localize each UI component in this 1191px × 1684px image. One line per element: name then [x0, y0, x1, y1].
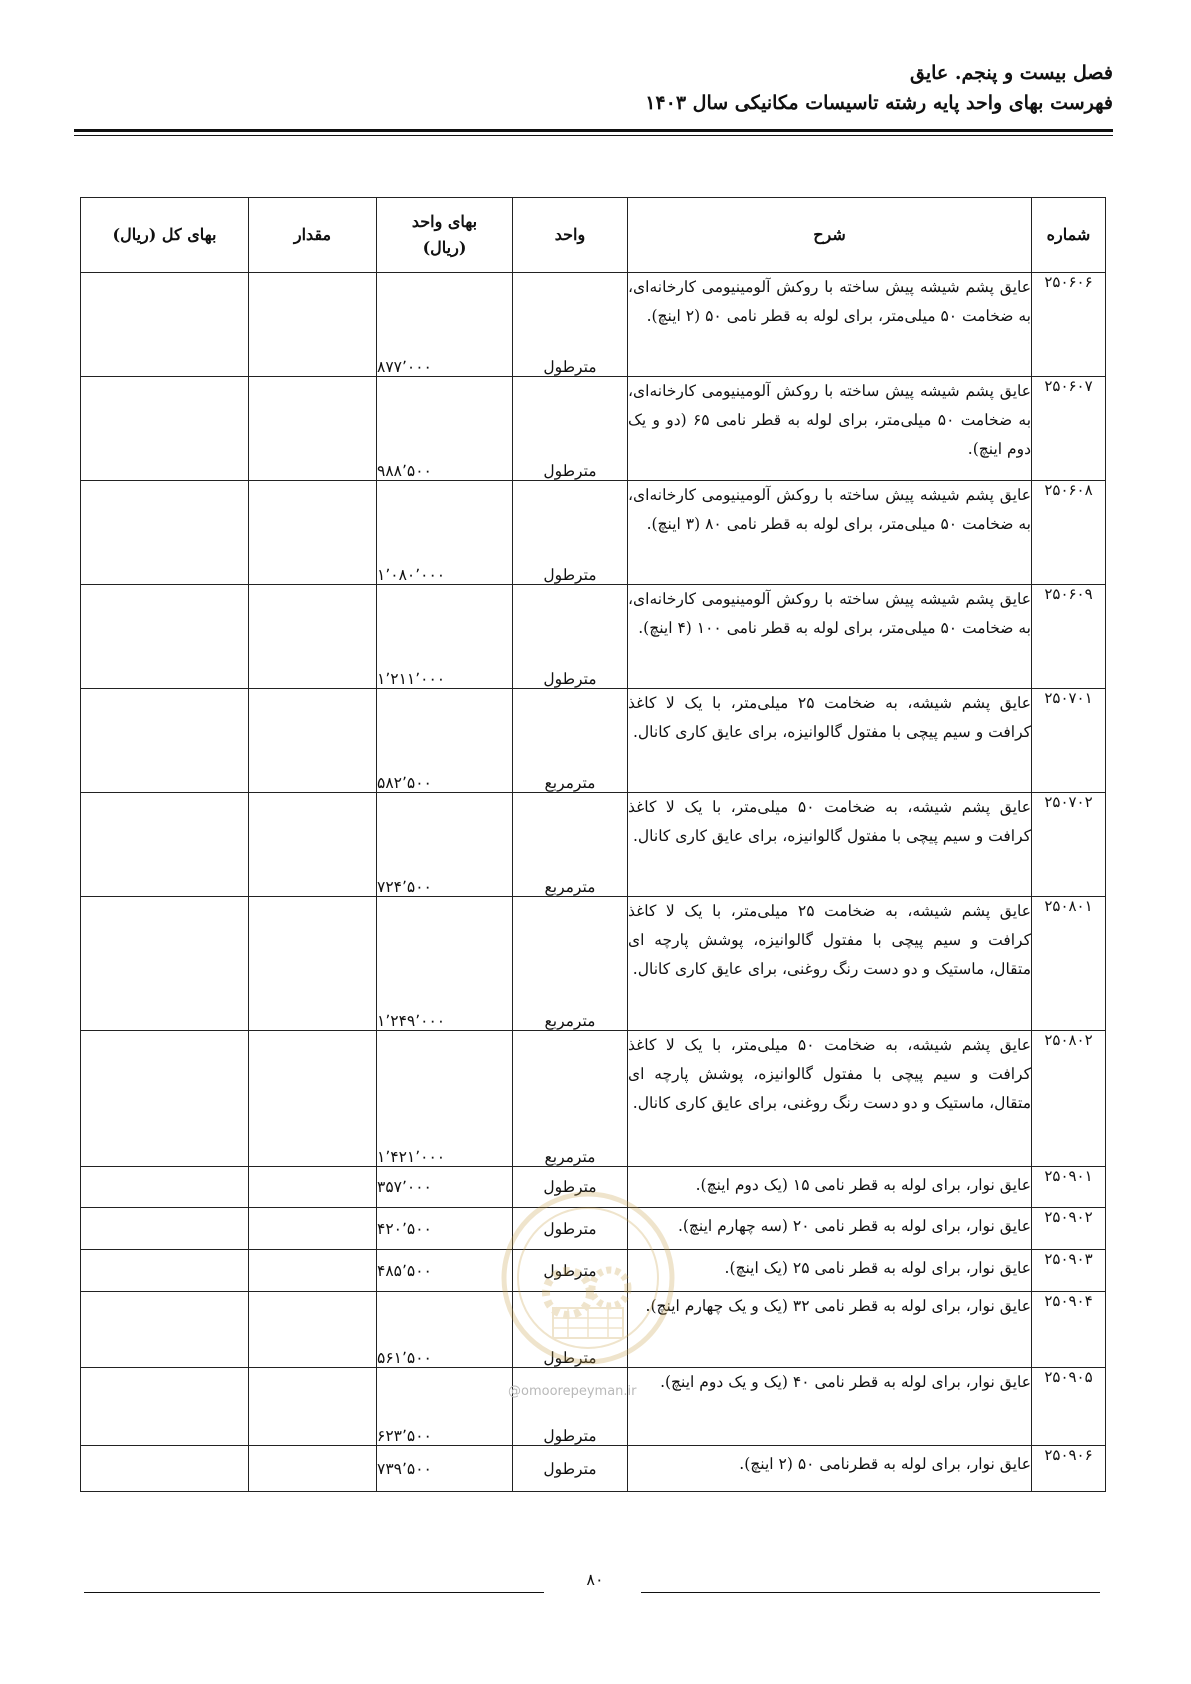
item-unit: مترطول	[513, 585, 628, 689]
item-total-price	[81, 1208, 249, 1250]
header-number: شماره	[1032, 198, 1106, 273]
item-quantity	[249, 1167, 377, 1208]
item-description: عایق نوار، برای لوله به قطر نامی ۱۵ (یک دوم اینچ).	[628, 1167, 1032, 1208]
item-description: عایق پشم شیشه پیش ساخته با روکش آلومینیومی کارخانه‌ای، به ضخامت ۵۰ میلی‌متر، برای لوله به قطر نامی ۶۵ (دو و یک دوم اینچ).	[628, 377, 1032, 481]
item-number: ۲۵۰۹۰۱	[1032, 1167, 1106, 1208]
item-total-price	[81, 793, 249, 897]
item-total-price	[81, 1368, 249, 1446]
footer-rule-left	[84, 1592, 544, 1593]
item-quantity	[249, 689, 377, 793]
item-quantity	[249, 793, 377, 897]
table-header-row	[81, 198, 1106, 273]
item-total-price	[81, 1167, 249, 1208]
item-total-price	[81, 1250, 249, 1292]
table-row	[81, 377, 1106, 481]
item-quantity	[249, 897, 377, 1031]
item-unit: مترمربع	[513, 689, 628, 793]
item-number: ۲۵۰۶۰۸	[1032, 481, 1106, 585]
item-number: ۲۵۰۸۰۱	[1032, 897, 1106, 1031]
item-quantity	[249, 273, 377, 377]
table-row	[81, 793, 1106, 897]
item-quantity	[249, 1031, 377, 1167]
table-row	[81, 1446, 1106, 1492]
item-unit-price: ۷۲۴٬۵۰۰	[377, 793, 513, 897]
item-unit-price: ۴۲۰٬۵۰۰	[377, 1208, 513, 1250]
item-description: عایق نوار، برای لوله به قطر نامی ۲۰ (سه چهارم اینچ).	[628, 1208, 1032, 1250]
item-unit: مترمربع	[513, 897, 628, 1031]
header-unit: واحد	[513, 198, 628, 273]
item-description: عایق نوار، برای لوله به قطر نامی ۳۲ (یک و یک چهارم اینچ).	[628, 1292, 1032, 1368]
header-unit-price	[377, 198, 513, 273]
item-unit-price: ۱٬۲۱۱٬۰۰۰	[377, 585, 513, 689]
item-description: عایق پشم شیشه پیش ساخته با روکش آلومینیومی کارخانه‌ای، به ضخامت ۵۰ میلی‌متر، برای لوله به قطر نامی ۱۰۰ (۴ اینچ).	[628, 585, 1032, 689]
item-quantity	[249, 1208, 377, 1250]
item-number: ۲۵۰۹۰۲	[1032, 1208, 1106, 1250]
item-description: عایق پشم شیشه پیش ساخته با روکش آلومینیومی کارخانه‌ای، به ضخامت ۵۰ میلی‌متر، برای لوله به قطر نامی ۸۰ (۳ اینچ).	[628, 481, 1032, 585]
table-row	[81, 481, 1106, 585]
item-total-price	[81, 481, 249, 585]
item-unit-price: ۹۸۸٬۵۰۰	[377, 377, 513, 481]
item-quantity	[249, 1446, 377, 1492]
item-unit: مترطول	[513, 1250, 628, 1292]
header-rule-thin	[74, 135, 1113, 136]
item-unit: مترطول	[513, 481, 628, 585]
item-description: عایق پشم شیشه، به ضخامت ۵۰ میلی‌متر، با یک لا کاغذ کرافت و سیم پیچی با مفتول گالوانیزه، برای عایق کاری کانال.	[628, 793, 1032, 897]
item-total-price	[81, 377, 249, 481]
item-unit-price: ۴۸۵٬۵۰۰	[377, 1250, 513, 1292]
item-description: عایق پشم شیشه، به ضخامت ۵۰ میلی‌متر، با یک لا کاغذ کرافت و سیم پیچی با مفتول گالوانیزه، پوشش پارچه ای متقال، ماستیک و دو دست رنگ روغنی، برای عایق کاری کانال.	[628, 1031, 1032, 1167]
item-unit-price: ۷۳۹٬۵۰۰	[377, 1446, 513, 1492]
header-quantity: مقدار	[249, 198, 377, 273]
item-quantity	[249, 1250, 377, 1292]
item-description: عایق نوار، برای لوله به قطرنامی ۵۰ (۲ اینچ).	[628, 1446, 1032, 1492]
table-row	[81, 273, 1106, 377]
item-unit-price: ۱٬۴۲۱٬۰۰۰	[377, 1031, 513, 1167]
item-unit: مترطول	[513, 1368, 628, 1446]
header-rule-thick	[74, 129, 1113, 132]
item-number: ۲۵۰۹۰۳	[1032, 1250, 1106, 1292]
item-number: ۲۵۰۸۰۲	[1032, 1031, 1106, 1167]
item-quantity	[249, 481, 377, 585]
footer-rule-right	[641, 1592, 1100, 1593]
item-total-price	[81, 1031, 249, 1167]
header-description: شرح	[628, 198, 1032, 273]
item-description: عایق نوار، برای لوله به قطر نامی ۲۵ (یک اینچ).	[628, 1250, 1032, 1292]
item-unit-price: ۱٬۲۴۹٬۰۰۰	[377, 897, 513, 1031]
item-number: ۲۵۰۷۰۲	[1032, 793, 1106, 897]
item-quantity	[249, 585, 377, 689]
item-quantity	[249, 1368, 377, 1446]
item-unit: مترطول	[513, 377, 628, 481]
item-number: ۲۵۰۹۰۴	[1032, 1292, 1106, 1368]
header-unit-price-currency: (ریال)	[422, 238, 467, 257]
item-total-price	[81, 585, 249, 689]
item-unit-price: ۳۵۷٬۰۰۰	[377, 1167, 513, 1208]
watermark-seal-icon	[498, 1188, 678, 1368]
item-unit: مترطول	[513, 273, 628, 377]
item-total-price	[81, 1292, 249, 1368]
item-unit-price: ۶۲۳٬۵۰۰	[377, 1368, 513, 1446]
item-number: ۲۵۰۶۰۶	[1032, 273, 1106, 377]
table-row	[81, 689, 1106, 793]
item-number: ۲۵۰۹۰۶	[1032, 1446, 1106, 1492]
item-unit-price: ۵۶۱٬۵۰۰	[377, 1292, 513, 1368]
item-unit: مترطول	[513, 1446, 628, 1492]
item-quantity	[249, 1292, 377, 1368]
item-unit-price: ۵۸۲٬۵۰۰	[377, 689, 513, 793]
page-header	[645, 58, 1113, 118]
item-unit: مترطول	[513, 1167, 628, 1208]
page-number: ۸۰	[586, 1570, 604, 1589]
chapter-title: فصل بیست و پنجم. عایق	[909, 62, 1113, 84]
item-unit: مترمربع	[513, 1031, 628, 1167]
item-number: ۲۵۰۹۰۵	[1032, 1368, 1106, 1446]
table-row	[81, 897, 1106, 1031]
item-number: ۲۵۰۷۰۱	[1032, 689, 1106, 793]
document-title: فهرست بهای واحد پایه رشته تاسیسات مکانیکی سال ۱۴۰۳	[645, 92, 1113, 114]
item-unit: مترمربع	[513, 793, 628, 897]
item-unit: مترطول	[513, 1208, 628, 1250]
watermark-text: @omoorepeyman.ir	[508, 1384, 637, 1399]
item-total-price	[81, 897, 249, 1031]
item-description: عایق پشم شیشه پیش ساخته با روکش آلومینیومی کارخانه‌ای، به ضخامت ۵۰ میلی‌متر، برای لوله به قطر نامی ۵۰ (۲ اینچ).	[628, 273, 1032, 377]
item-description: عایق نوار، برای لوله به قطر نامی ۴۰ (یک و یک دوم اینچ).	[628, 1368, 1032, 1446]
item-description: عایق پشم شیشه، به ضخامت ۲۵ میلی‌متر، با یک لا کاغذ کرافت و سیم پیچی با مفتول گالوانیزه، پوشش پارچه ای متقال، ماستیک و دو دست رنگ روغنی، برای عایق کاری کانال.	[628, 897, 1032, 1031]
header-unit-price-label: بهای واحد	[411, 212, 478, 231]
item-total-price	[81, 1446, 249, 1492]
item-total-price	[81, 689, 249, 793]
item-number: ۲۵۰۶۰۹	[1032, 585, 1106, 689]
item-unit: مترطول	[513, 1292, 628, 1368]
item-description: عایق پشم شیشه، به ضخامت ۲۵ میلی‌متر، با یک لا کاغذ کرافت و سیم پیچی با مفتول گالوانیزه، برای عایق کاری کانال.	[628, 689, 1032, 793]
table-row	[81, 1031, 1106, 1167]
table-row	[81, 585, 1106, 689]
item-quantity	[249, 377, 377, 481]
item-number: ۲۵۰۶۰۷	[1032, 377, 1106, 481]
header-total-price: بهای کل (ریال)	[81, 198, 249, 273]
item-unit-price: ۸۷۷٬۰۰۰	[377, 273, 513, 377]
item-unit-price: ۱٬۰۸۰٬۰۰۰	[377, 481, 513, 585]
table-row	[81, 1368, 1106, 1446]
item-total-price	[81, 273, 249, 377]
